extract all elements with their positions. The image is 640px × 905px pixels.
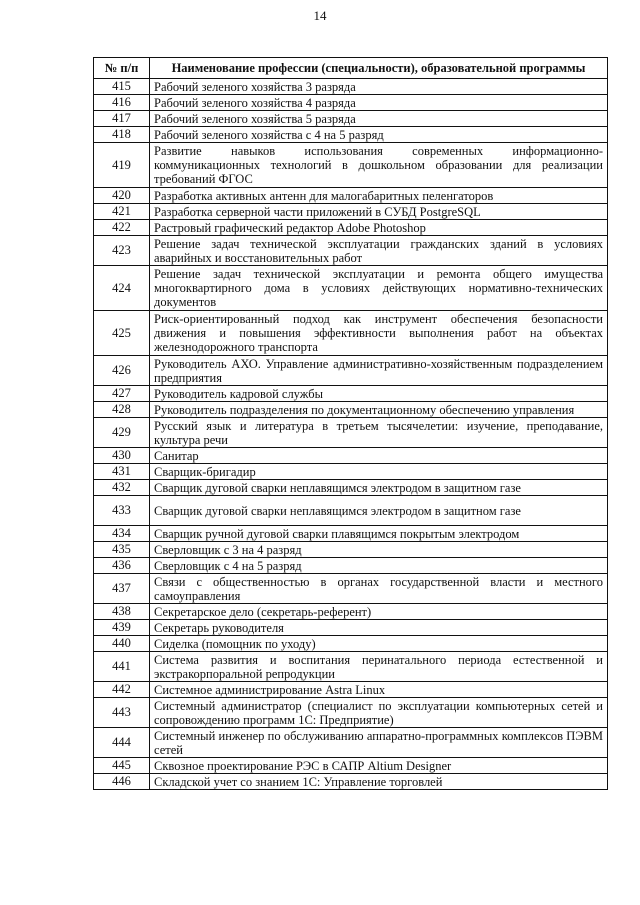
professions-table [93, 57, 608, 790]
row-number: 423 [94, 236, 150, 266]
row-program-name: Системное администрирование Astra Linux [150, 682, 608, 698]
row-program-name: Сварщик дуговой сварки неплавящимся электродом в защитном газе [150, 480, 608, 496]
row-number: 434 [94, 526, 150, 542]
row-program-name: Сварщик дуговой сварки неплавящимся электродом в защитном газе [150, 496, 608, 526]
table-row [94, 558, 608, 574]
row-number: 444 [94, 728, 150, 758]
table-row [94, 698, 608, 728]
table-row [94, 266, 608, 311]
row-program-name: Развитие навыков использования современных информационно-коммуникационных технологий в дошкольном образовании для реализации требований ФГОС [150, 143, 608, 188]
table-row [94, 127, 608, 143]
table-row [94, 464, 608, 480]
row-program-name: Растровый графический редактор Adobe Photoshop [150, 220, 608, 236]
row-program-name: Решение задач технической эксплуатации и ремонта общего имущества многоквартирного дома в условиях действующих нормативно-технических документов [150, 266, 608, 311]
page-number: 14 [313, 8, 327, 23]
table-row [94, 204, 608, 220]
row-program-name: Рабочий зеленого хозяйства 4 разряда [150, 95, 608, 111]
table-row [94, 418, 608, 448]
row-number: 428 [94, 402, 150, 418]
row-number: 418 [94, 127, 150, 143]
row-program-name: Сквозное проектирование РЭС в САПР Altium Designer [150, 758, 608, 774]
row-program-name: Рабочий зеленого хозяйства 5 разряда [150, 111, 608, 127]
table-row [94, 95, 608, 111]
table-row [94, 111, 608, 127]
row-number: 430 [94, 448, 150, 464]
row-number: 426 [94, 356, 150, 386]
row-program-name: Разработка активных антенн для малогабаритных пеленгаторов [150, 188, 608, 204]
table-row [94, 220, 608, 236]
row-number: 425 [94, 311, 150, 356]
table-row [94, 636, 608, 652]
table-row [94, 448, 608, 464]
table-row [94, 356, 608, 386]
row-program-name: Руководитель АХО. Управление административно-хозяйственным подразделением предприятия [150, 356, 608, 386]
row-program-name: Сверловщик с 3 на 4 разряд [150, 542, 608, 558]
table-row [94, 496, 608, 526]
row-number: 440 [94, 636, 150, 652]
row-number: 419 [94, 143, 150, 188]
table-row [94, 574, 608, 604]
table-row [94, 526, 608, 542]
row-number: 443 [94, 698, 150, 728]
table-row [94, 236, 608, 266]
row-number: 424 [94, 266, 150, 311]
row-program-name: Сварщик-бригадир [150, 464, 608, 480]
row-program-name: Связи с общественностью в органах государственной власти и местного самоуправления [150, 574, 608, 604]
row-number: 437 [94, 574, 150, 604]
row-program-name: Разработка серверной части приложений в СУБД PostgreSQL [150, 204, 608, 220]
row-number: 429 [94, 418, 150, 448]
row-number: 445 [94, 758, 150, 774]
row-program-name: Сверловщик с 4 на 5 разряд [150, 558, 608, 574]
row-number: 422 [94, 220, 150, 236]
row-program-name: Рабочий зеленого хозяйства с 4 на 5 разряд [150, 127, 608, 143]
row-program-name: Санитар [150, 448, 608, 464]
table-row [94, 774, 608, 790]
row-number: 438 [94, 604, 150, 620]
table-row [94, 188, 608, 204]
header-number: № п/п [94, 58, 150, 79]
row-program-name: Риск-ориентированный подход как инструмент обеспечения безопасности движения и повышения эффективности выполнения работ на объектах железнодорожного транспорта [150, 311, 608, 356]
row-program-name: Секретарское дело (секретарь-референт) [150, 604, 608, 620]
table-header-row [94, 58, 608, 79]
row-number: 415 [94, 79, 150, 95]
table-row [94, 143, 608, 188]
row-program-name: Рабочий зеленого хозяйства 3 разряда [150, 79, 608, 95]
table-row [94, 79, 608, 95]
table-row [94, 652, 608, 682]
row-number: 436 [94, 558, 150, 574]
row-number: 439 [94, 620, 150, 636]
table-row [94, 311, 608, 356]
row-program-name: Секретарь руководителя [150, 620, 608, 636]
table-row [94, 758, 608, 774]
row-number: 433 [94, 496, 150, 526]
table-row [94, 682, 608, 698]
table-body [94, 79, 608, 790]
row-program-name: Складской учет со знанием 1С: Управление торговлей [150, 774, 608, 790]
row-program-name: Руководитель подразделения по документационному обеспечению управления [150, 402, 608, 418]
row-number: 427 [94, 386, 150, 402]
row-program-name: Системный инженер по обслуживанию аппаратно-программных комплексов ПЭВМ сетей [150, 728, 608, 758]
row-number: 432 [94, 480, 150, 496]
row-number: 431 [94, 464, 150, 480]
row-number: 441 [94, 652, 150, 682]
table-row [94, 620, 608, 636]
table-row [94, 604, 608, 620]
row-program-name: Сиделка (помощник по уходу) [150, 636, 608, 652]
row-number: 435 [94, 542, 150, 558]
row-number: 446 [94, 774, 150, 790]
header-name: Наименование профессии (специальности), образовательной программы [150, 58, 608, 79]
table-row [94, 480, 608, 496]
table-row [94, 386, 608, 402]
table-row [94, 542, 608, 558]
row-number: 442 [94, 682, 150, 698]
row-program-name: Решение задач технической эксплуатации гражданских зданий в условиях аварийных и восстановительных работ [150, 236, 608, 266]
table-row [94, 402, 608, 418]
row-number: 421 [94, 204, 150, 220]
row-program-name: Система развития и воспитания перинатального периода естественной и экстракорпоральной репродукции [150, 652, 608, 682]
row-program-name: Системный администратор (специалист по эксплуатации компьютерных сетей и сопровождению программ 1С: Предприятие) [150, 698, 608, 728]
row-number: 417 [94, 111, 150, 127]
row-program-name: Сварщик ручной дуговой сварки плавящимся покрытым электродом [150, 526, 608, 542]
row-program-name: Русский язык и литература в третьем тысячелетии: изучение, преподавание, культура речи [150, 418, 608, 448]
table-row [94, 728, 608, 758]
row-number: 416 [94, 95, 150, 111]
row-program-name: Руководитель кадровой службы [150, 386, 608, 402]
row-number: 420 [94, 188, 150, 204]
